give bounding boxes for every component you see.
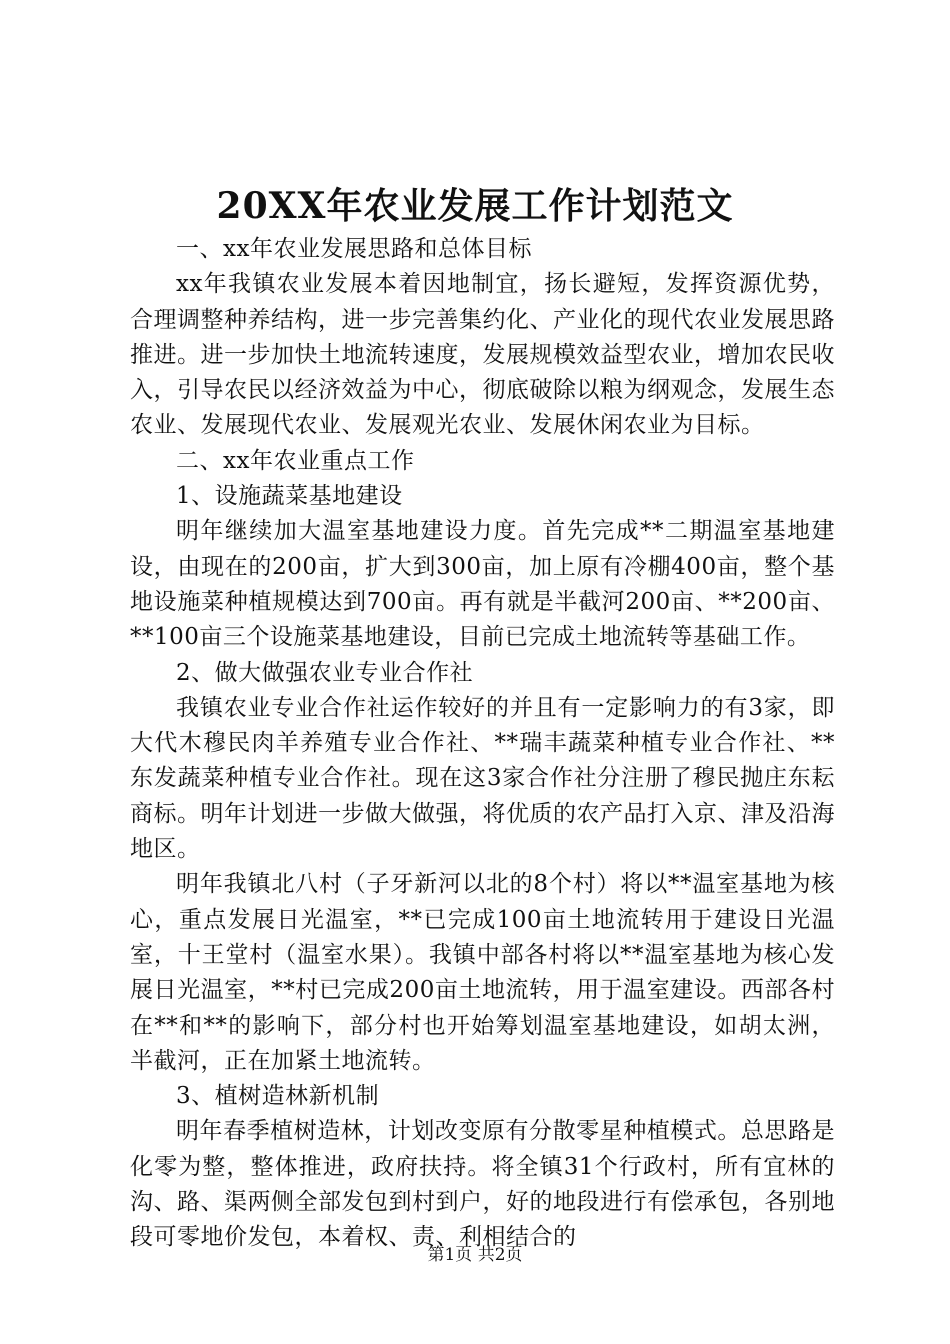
subsection-heading-1: 1、设施蔬菜基地建设 — [176, 483, 403, 510]
body-paragraph: xx年我镇农业发展本着因地制宜，扬长避短，发挥资源优势，合理调整种养结构，进一步完善集约化、产业化的现代农业发展思路推进。进一步加快土地流转速度，发展规模效益型农业，增加农民收入，引导农民以经济效益为中心，彻底破除以粮为纲观念，发展生态农业、发展现代农业、发展观光农业、发展休闲农业为目标。 — [130, 271, 835, 439]
document-body — [130, 232, 835, 1256]
section-heading-1: 一、xx年农业发展思路和总体目标 — [176, 236, 532, 262]
document-title: 20XX年农业发展工作计划范文 — [216, 185, 734, 227]
subsection-heading-2: 2、做大做强农业专业合作社 — [176, 659, 474, 686]
body-paragraph: 明年我镇北八村（子牙新河以北的8个村）将以**温室基地为核心，重点发展日光温室，**已完成100亩土地流转用于建设日光温室，十王堂村（温室水果）。我镇中部各村将以**温室基地为核心发展日光温室，**村已完成200亩土地流转，用于温室建设。西部各村在**和**的影响下，部分村也开始筹划温室基地建设，如胡太洲，半截河，正在加紧土地流转。 — [130, 871, 835, 1074]
page-footer: 第1页 共2页 — [427, 1245, 523, 1265]
body-paragraph: 明年继续加大温室基地建设力度。首先完成**二期温室基地建设，由现在的200亩，扩大到300亩，加上原有冷棚400亩，整个基地设施菜种植规模达到700亩。再有就是半截河200亩、**200亩、**100亩三个设施菜基地建设，目前已完成土地流转等基础工作。 — [130, 518, 835, 651]
body-paragraph: 我镇农业专业合作社运作较好的并且有一定影响力的有3家，即大代木穆民肉羊养殖专业合作社、**瑞丰蔬菜种植专业合作社、**东发蔬菜种植专业合作社。现在这3家合作社分注册了穆民抛庄东耘商标。明年计划进一步做大做强，将优质的农产品打入京、津及沿海地区。 — [130, 694, 835, 863]
section-heading-2: 二、xx年农业重点工作 — [176, 447, 415, 474]
subsection-heading-3: 3、植树造林新机制 — [176, 1083, 380, 1110]
body-paragraph: 明年春季植树造林，计划改变原有分散零星种植模式。总思路是化零为整，整体推进，政府扶持。将全镇31个行政村，所有宜林的沟、路、渠两侧全部发包到村到户，好的地段进行有偿承包，各别地段可零地价发包，本着权、责、利相结合的 — [130, 1118, 835, 1251]
